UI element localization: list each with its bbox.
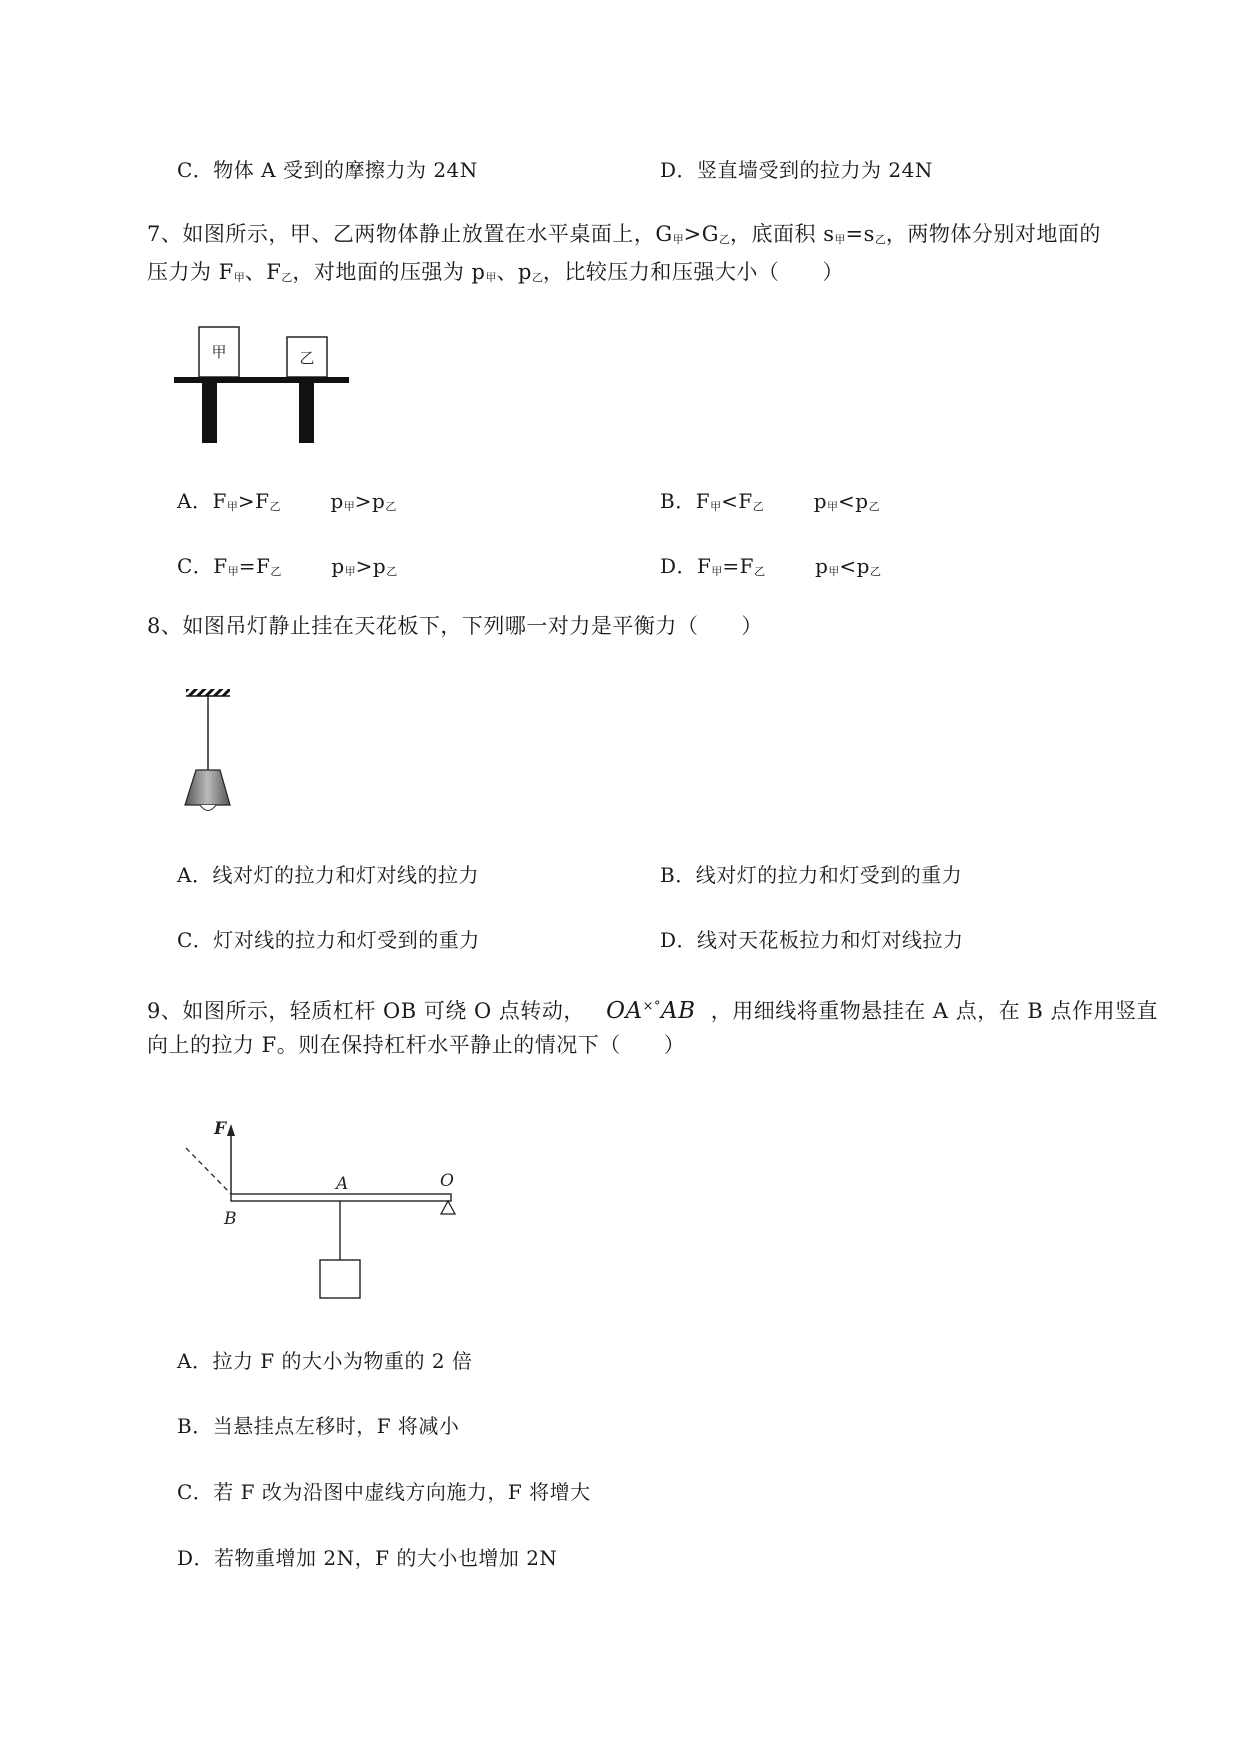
opt-text: >F [237, 489, 270, 513]
q9-option-b: B．当悬挂点左移时，F 将减小 [177, 1414, 460, 1438]
q9-text: ，用细线将重物悬挂在 A 点，在 B 点作用竖直 [710, 999, 1159, 1023]
sub-jia: 甲 [711, 565, 723, 578]
math-oa: OA [606, 998, 643, 1024]
opt-text: D．F [660, 554, 712, 578]
sub-yi: 乙 [719, 233, 731, 246]
table-top [174, 377, 349, 383]
q9-lever-figure [180, 1112, 470, 1302]
opt-text: <F [721, 489, 753, 513]
opt-text: p [813, 489, 828, 513]
opt-text: <p [838, 489, 869, 513]
sub-yi: 乙 [531, 271, 543, 284]
box-jia-label: 甲 [211, 343, 227, 361]
q8-lamp-figure [180, 686, 240, 816]
sub-yi: 乙 [869, 565, 881, 578]
pivot-triangle [441, 1201, 455, 1214]
sub-jia: 甲 [233, 271, 245, 284]
opt-text: >p [355, 554, 387, 578]
opt-text: <p [839, 554, 870, 578]
label-o: O [440, 1171, 454, 1191]
sub-yi: 乙 [385, 500, 397, 513]
opt-text: p [330, 489, 344, 513]
opt-text: p [331, 554, 345, 578]
q7-option-d [660, 551, 881, 587]
q7-option-c [177, 551, 397, 587]
label-f: F [214, 1119, 227, 1139]
q7-text: 压力为 F [147, 260, 234, 284]
opt-text: A．F [177, 489, 227, 513]
q8-option-d: D．线对天花板拉力和灯对线拉力 [660, 928, 964, 952]
sub-jia: 甲 [834, 233, 846, 246]
opt-text: p [815, 554, 829, 578]
q7-stem-line2 [147, 257, 1157, 293]
opt-text: B．F [660, 489, 711, 513]
sub-jia: 甲 [710, 500, 722, 513]
q9-text: 9、如图所示，轻质杠杆 OB 可绕 O 点转动， [147, 999, 585, 1023]
opt-text: C．F [177, 554, 228, 578]
label-b: B [224, 1209, 237, 1229]
opt-text: =F [238, 554, 271, 578]
math-ab: AB [661, 998, 696, 1024]
sub-yi: 乙 [752, 500, 764, 513]
sub-yi: 乙 [270, 565, 282, 578]
lever-bar [231, 1194, 451, 1201]
dashed-force-line [186, 1148, 231, 1194]
sub-jia: 甲 [226, 500, 238, 513]
lamp-shade [185, 770, 230, 805]
q7-text: 、p [496, 260, 532, 284]
q8-stem: 8、如图吊灯静止挂在天花板下，下列哪一对力是平衡力（ ） [147, 614, 763, 638]
q7-text: 7、如图所示，甲、乙两物体静止放置在水平桌面上，G [147, 222, 673, 246]
table-leg-left [202, 383, 217, 443]
q7-text: ，比较压力和压强大小（ ） [542, 260, 844, 284]
math-symbol: ×° [642, 999, 661, 1014]
q9-option-a: A．拉力 F 的大小为物重的 2 倍 [177, 1349, 473, 1373]
sub-yi: 乙 [868, 500, 880, 513]
sub-jia: 甲 [828, 565, 840, 578]
sub-yi: 乙 [281, 271, 293, 284]
ceiling-hatch [186, 689, 230, 696]
sub-jia: 甲 [227, 565, 239, 578]
sub-jia: 甲 [672, 233, 684, 246]
sub-jia: 甲 [343, 500, 355, 513]
sub-yi: 乙 [754, 565, 766, 578]
box-yi-label: 乙 [299, 349, 315, 367]
sub-jia: 甲 [827, 500, 839, 513]
q6-option-c: C．物体 A 受到的摩擦力为 24N [177, 158, 478, 182]
q7-text: ，对地面的压强为 p [292, 260, 486, 284]
opt-text: >p [354, 489, 386, 513]
q7-text: ，两物体分别对地面的 [885, 222, 1101, 246]
opt-text: =F [722, 554, 755, 578]
q6-option-d: D．竖直墙受到的拉力为 24N [660, 158, 933, 182]
lamp-bulb [200, 805, 216, 811]
q7-text: ，底面积 s [730, 222, 835, 246]
q7-table-figure [172, 322, 352, 447]
q9-stem-line2: 向上的拉力 F。则在保持杠杆水平静止的情况下（ ） [147, 1033, 686, 1057]
q7-text: =s [845, 222, 875, 246]
q7-option-b [660, 486, 880, 522]
table-leg-right [299, 383, 314, 443]
q8-option-a: A．线对灯的拉力和灯对线的拉力 [177, 863, 479, 887]
q8-option-b: B．线对灯的拉力和灯受到的重力 [660, 863, 963, 887]
q9-option-d: D．若物重增加 2N，F 的大小也增加 2N [177, 1546, 558, 1570]
force-arrow-head [227, 1124, 235, 1136]
sub-yi: 乙 [269, 500, 281, 513]
q7-option-a [177, 486, 396, 522]
sub-jia: 甲 [344, 565, 356, 578]
hanging-weight [320, 1260, 360, 1298]
sub-jia: 甲 [485, 271, 497, 284]
q7-stem-line1 [147, 219, 1157, 255]
q7-text: 、F [244, 260, 282, 284]
label-a: A [336, 1174, 349, 1194]
q9-stem-line1 [147, 992, 1157, 1026]
q9-option-c: C．若 F 改为沿图中虚线方向施力，F 将增大 [177, 1480, 591, 1504]
sub-yi: 乙 [386, 565, 398, 578]
q8-option-c: C．灯对线的拉力和灯受到的重力 [177, 928, 480, 952]
q7-text: >G [683, 222, 720, 246]
sub-yi: 乙 [874, 233, 886, 246]
